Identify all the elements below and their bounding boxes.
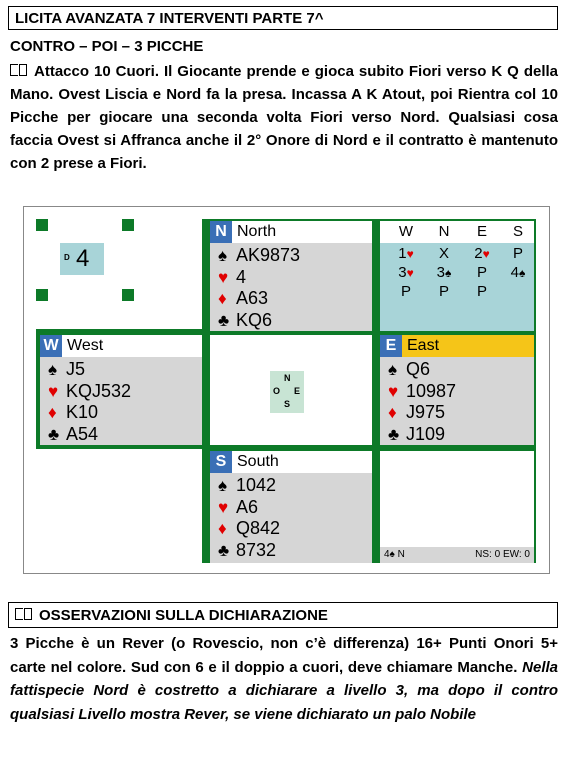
diamond-icon: ♦	[218, 519, 227, 538]
spade-icon: ♠	[218, 246, 228, 265]
diamond-icon: ♦	[388, 403, 397, 422]
compass-icon	[270, 371, 304, 413]
bidding-header-e: E	[476, 223, 487, 240]
west-header	[40, 335, 202, 357]
table-center	[210, 335, 372, 445]
diamonds-holding: J975	[406, 402, 446, 422]
compass-south: S	[284, 399, 291, 409]
diamonds-holding: A63	[236, 288, 269, 308]
corner-mark	[122, 219, 134, 231]
observations-title	[8, 602, 558, 628]
bid-cell: P	[476, 264, 487, 281]
dealer-panel	[60, 243, 104, 275]
spade-icon: ♠	[388, 360, 398, 379]
observations-italic: Nella fattispecie Nord è costretto a dichiarare a livello 3, ma dopo il contro qualsiasi Livello mostra Rever, se viene dichiarato un palo Nobile	[10, 658, 558, 723]
clubs-holding: J109	[406, 423, 446, 444]
bidding-header-w: W	[398, 223, 414, 240]
seat-badge: W	[40, 335, 62, 357]
spade-icon: ♠	[48, 360, 58, 379]
bid-cell: P	[438, 283, 449, 300]
compass-north: N	[284, 373, 291, 383]
bid-cell: 2♥	[474, 245, 490, 262]
page-title: LICITA AVANZATA 7 INTERVENTI PARTE 7^	[8, 6, 558, 30]
spades-holding: AK9873	[236, 245, 301, 265]
result-bar	[380, 547, 534, 563]
player-name: East	[407, 337, 440, 354]
clubs-holding: 8732	[236, 539, 277, 560]
bidding-box	[380, 221, 534, 331]
heart-icon: ♥	[48, 381, 59, 401]
bidding-table	[380, 221, 534, 331]
compass-east: E	[294, 386, 301, 396]
spades-holding: J5	[66, 359, 86, 379]
player-name: West	[67, 337, 104, 354]
club-icon: ♣	[48, 424, 60, 444]
hearts-holding: A6	[236, 496, 259, 517]
spade-icon: ♠	[218, 476, 228, 495]
heart-icon: ♥	[218, 497, 229, 517]
diamond-icon: ♦	[218, 289, 227, 308]
bridge-board	[23, 206, 550, 574]
score-label: NS: 0 EW: 0	[475, 549, 530, 560]
empty-cell	[36, 449, 202, 563]
bid-cell: 1♥	[398, 245, 414, 262]
south-header	[210, 451, 372, 473]
observations-plain: 3 Picche è un Rever (o Rovescio, non c’è differenza) 16+ Punti Onori 5+ carte nel colore. Sud con 6 e il doppio a cuori, deve chiamare Manche.	[10, 635, 558, 676]
dealer-box	[47, 231, 117, 287]
book-icon	[10, 64, 28, 77]
seat-badge: N	[210, 221, 232, 243]
player-name: South	[237, 453, 279, 470]
observations-title-text: OSSERVAZIONI SULLA DICHIARAZIONE	[39, 607, 328, 624]
clubs-holding: KQ6	[236, 309, 273, 330]
club-icon: ♣	[218, 310, 230, 330]
observations-paragraph	[10, 632, 558, 726]
section-subtitle: CONTRO – POI – 3 PICCHE	[10, 38, 204, 55]
east-cards	[380, 359, 456, 445]
diamonds-holding: K10	[66, 402, 99, 422]
corner-mark	[122, 289, 134, 301]
west-hand	[40, 335, 202, 445]
corner-mark	[36, 289, 48, 301]
hearts-holding: 10987	[406, 380, 457, 401]
seat-badge: E	[380, 335, 402, 357]
seat-badge: S	[210, 451, 232, 473]
clubs-holding: A54	[66, 423, 99, 444]
north-header	[210, 221, 372, 243]
board-number: 4	[76, 245, 90, 272]
east-hand	[380, 335, 534, 445]
heart-icon: ♥	[388, 381, 399, 401]
heart-icon: ♥	[218, 267, 229, 287]
contract-label: 4♠ N	[384, 549, 405, 560]
south-hand	[210, 451, 372, 563]
diamond-icon: ♦	[48, 403, 57, 422]
intro-text: Attacco 10 Cuori. Il Giocante prende e gioca subito Fiori verso K Q della Mano. Ovest Liscia e Nord fa la presa. Incassa A K Atout, poi Rientra col 10 Picche per giocare una seconda volta Fiori verso Nord. Qualsiasi cosa faccia Ovest si Affranca anche il 2° Onore di Nord e il contratto è mantenuto con 2 prese a Fiori.	[10, 63, 558, 172]
spades-holding: Q6	[406, 359, 431, 379]
bid-cell: P	[476, 283, 487, 300]
north-cards	[210, 245, 300, 331]
west-cards	[40, 359, 131, 445]
book-icon	[15, 608, 33, 621]
club-icon: ♣	[388, 424, 400, 444]
hearts-holding: KQJ532	[66, 380, 132, 401]
hearts-holding: 4	[236, 266, 247, 287]
bid-cell: 3♥	[398, 264, 414, 281]
intro-paragraph	[10, 60, 558, 175]
player-name: North	[237, 223, 277, 240]
bid-cell: X	[438, 245, 449, 262]
result-cell	[380, 451, 534, 563]
club-icon: ♣	[218, 540, 230, 560]
bid-cell: 3♠	[436, 264, 452, 281]
east-header	[380, 335, 534, 357]
north-hand	[210, 221, 372, 331]
bid-cell: P	[400, 283, 411, 300]
diamonds-holding: Q842	[236, 518, 281, 538]
bidding-header-s: S	[512, 223, 523, 240]
dealer-label: D	[64, 253, 70, 262]
south-cards	[210, 475, 280, 561]
bid-cell: 4♠	[510, 264, 526, 281]
bid-cell: P	[512, 245, 523, 262]
bidding-header-n: N	[438, 223, 450, 240]
spades-holding: 1042	[236, 475, 277, 495]
compass-west: O	[273, 386, 281, 396]
corner-mark	[36, 219, 48, 231]
